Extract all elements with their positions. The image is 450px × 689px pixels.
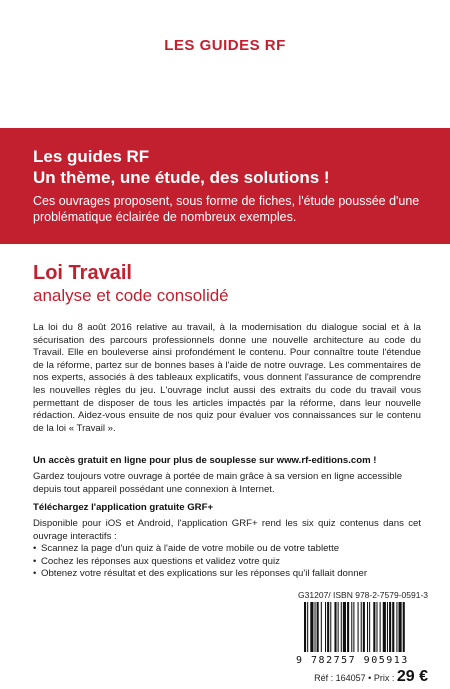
barcode-bar — [338, 602, 339, 652]
barcode-bar — [353, 602, 354, 652]
barcode-bar — [389, 602, 391, 652]
online-access-paragraph: Gardez toujours votre ouvrage à portée de main grâce à sa version en ligne accessible depuis tout appareil possédant une connexion à Internet. — [33, 471, 403, 495]
barcode-bar — [363, 602, 365, 652]
barcode-bar — [367, 602, 368, 652]
barcode-bar — [304, 602, 306, 652]
barcode-bar — [392, 602, 394, 652]
list-item-text: Cochez les réponses aux questions et validez votre quiz — [41, 555, 280, 567]
barcode-bar — [310, 602, 313, 652]
book-title: Loi Travail — [33, 262, 132, 284]
intro-paragraph: La loi du 8 août 2016 relative au travail, à la modernisation du dialogue social et à la sécurisation des parcours professionnels donne une nouvelle architecture au code du Travail. Elle en bouleverse ainsi profondément le contenu. Pour connaître toute l'étendue de la réforme, partez sur de bonnes bases à l'aide de notre ouvrage. Les commentaires de nos experts, associés à des tableaux explicatifs, vous donnent l'assurance de comprendre les nouvelles règles du jeu. L'ouvrage inclut aussi des extraits du code du travail vous permettant de disposer de tous les articles impactés par la réforme, dans leur nouvelle rédaction. Aidez-vous ensuite de nos quiz pour évaluer vos connaissances sur le contenu de la loi « Travail ». — [33, 322, 421, 434]
barcode-bar — [396, 602, 397, 652]
app-paragraph: Disponible pour iOS et Android, l'application GRF+ rend les six quiz contenus dans cet ouvrage interactifs : — [33, 518, 421, 542]
barcode-bar — [341, 602, 342, 652]
barcode-bar — [325, 602, 326, 652]
barcode-bar — [376, 602, 377, 652]
barcode-bar — [343, 602, 346, 652]
banner-description: Ces ouvrages proposent, sous forme de fiches, l'étude poussée d'une problématique éclairée de nombreux exemples. — [33, 194, 420, 224]
barcode-bar — [351, 602, 352, 652]
barcode-bar — [369, 602, 370, 652]
barcode-bar — [361, 602, 362, 652]
barcode-bars — [300, 602, 432, 654]
barcode-bar — [380, 602, 381, 652]
barcode-bar — [317, 602, 319, 652]
list-item-text: Obtenez votre résultat et des explications sur les réponses qu'il fallait donner — [41, 568, 368, 580]
top-band — [0, 0, 450, 128]
list-item-text: Scannez la page d'un quiz à l'aide de votre mobile ou de votre tablette — [41, 543, 340, 554]
barcode-bar — [383, 602, 386, 652]
barcode-bar — [403, 602, 405, 652]
list-item: • Cochez les réponses aux questions et validez votre quiz — [33, 555, 280, 567]
list-item: • Obtenez votre résultat et des explications sur les réponses qu'il fallait donner — [33, 568, 368, 580]
app-heading: Téléchargez l'application gratuite GRF+ — [33, 502, 214, 513]
barcode-bar — [307, 602, 308, 652]
barcode-bar — [387, 602, 388, 652]
ref-label: Réf : 164057 • Prix : — [314, 673, 395, 683]
barcode-digits: 9 782757 905913 — [296, 655, 409, 666]
barcode-bar — [327, 602, 329, 652]
barcode-bar — [373, 602, 375, 652]
online-access-heading: Un accès gratuit en ligne pour plus de souplesse sur www.rf-editions.com ! — [33, 455, 377, 466]
barcode-bar — [321, 602, 322, 652]
app-feature-list — [33, 543, 423, 581]
barcode-bar — [347, 602, 349, 652]
banner-tagline-motto: Un thème, une étude, des solutions ! — [33, 168, 330, 187]
barcode-bar — [399, 602, 402, 652]
banner-tagline-series: Les guides RF — [33, 147, 150, 166]
barcode-bar — [330, 602, 331, 652]
price-line — [314, 668, 428, 686]
barcode-bar — [315, 602, 316, 652]
barcode-bar — [334, 602, 336, 652]
price: 29 € — [396, 668, 428, 685]
barcode-bar — [358, 602, 359, 652]
book-subtitle: analyse et code consolidé — [33, 286, 229, 305]
list-item: • Scannez la page d'un quiz à l'aide de votre mobile ou de votre tablette — [33, 543, 340, 554]
isbn-line: G31207/ ISBN 978-2-7579-0591-3 — [298, 590, 428, 600]
series-name: LES GUIDES RF — [164, 37, 286, 54]
barcode — [300, 602, 432, 658]
